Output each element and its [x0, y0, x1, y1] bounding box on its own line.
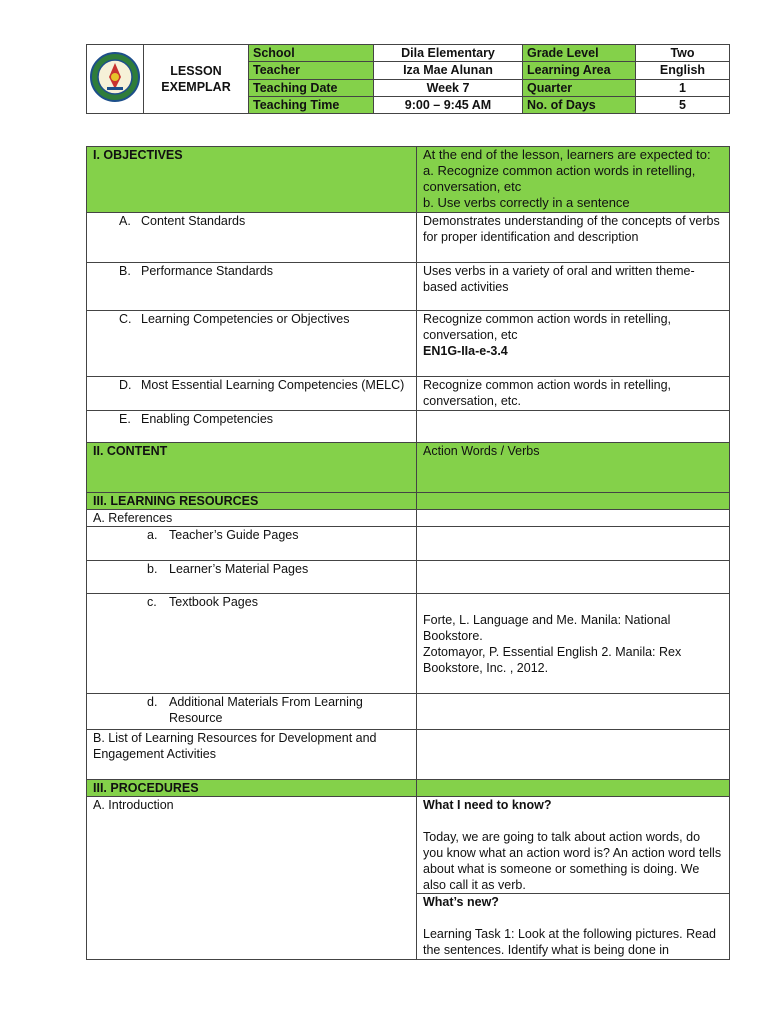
what-i-need-to-know-cell [417, 797, 730, 894]
textbook-pages-label: c. Textbook Pages [87, 594, 417, 694]
objectives-intro-cell: At the end of the lesson, learners are expected to: a. Recognize common action words in retelling, conversation, etc b. Use verbs correctly in a sentence [417, 147, 730, 213]
content-value: Action Words / Verbs [417, 443, 730, 493]
lesson-plan-table [86, 146, 730, 960]
content-heading: II. CONTENT [87, 443, 417, 493]
competencies-label: C. Learning Competencies or Objectives [87, 311, 417, 377]
content-standards-label: A. Content Standards [87, 213, 417, 263]
grade-level-label: Grade Level [523, 45, 636, 62]
quarter-value: 1 [636, 79, 730, 96]
teachers-guide-value [417, 527, 730, 561]
teacher-value: Iza Mae Alunan [374, 62, 523, 79]
school-logo-cell [87, 45, 144, 114]
school-value: Dila Elementary [374, 45, 523, 62]
enabling-competencies-label: E. Enabling Competencies [87, 411, 417, 443]
references-value [417, 510, 730, 527]
additional-materials-label: d. Additional Materials From Learning Resource [87, 694, 417, 730]
whats-new-text: Learning Task 1: Look at the following pictures. Read the sentences. Identify what is being done in [423, 927, 717, 957]
header-table [86, 44, 730, 114]
whats-new-heading: What’s new? [423, 895, 499, 909]
learning-resources-value [417, 493, 730, 510]
teaching-time-value: 9:00 – 9:45 AM [374, 96, 523, 113]
performance-standards-value: Uses verbs in a variety of oral and written theme-based activities [417, 263, 730, 311]
quarter-label: Quarter [523, 79, 636, 96]
textbook-pages-value: Forte, L. Language and Me. Manila: National Bookstore. Zotomayor, P. Essential English 2. Manila: Rex Bookstore, Inc. , 2012. [417, 594, 730, 694]
no-of-days-value: 5 [636, 96, 730, 113]
content-standards-value: Demonstrates understanding of the concepts of verbs for proper identification and description [417, 213, 730, 263]
learners-material-label: b. Learner’s Material Pages [87, 561, 417, 594]
school-seal-icon [89, 47, 141, 107]
school-label: School [249, 45, 374, 62]
teaching-time-label: Teaching Time [249, 96, 374, 113]
resource-list-value [417, 730, 730, 780]
what-i-need-to-know-heading: What I need to know? [423, 798, 552, 812]
learners-material-value [417, 561, 730, 594]
learning-area-label: Learning Area [523, 62, 636, 79]
teacher-label: Teacher [249, 62, 374, 79]
objectives-heading: I. OBJECTIVES [87, 147, 417, 213]
references-label: A. References [87, 510, 417, 527]
learning-area-value: English [636, 62, 730, 79]
competency-code: EN1G-IIa-e-3.4 [423, 344, 508, 358]
melc-label: D. Most Essential Learning Competencies (MELC) [87, 377, 417, 411]
whats-new-cell [417, 894, 730, 960]
performance-standards-label: B. Performance Standards [87, 263, 417, 311]
resource-list-label: B. List of Learning Resources for Development and Engagement Activities [87, 730, 417, 780]
introduction-label: A. Introduction [87, 797, 417, 960]
teaching-date-label: Teaching Date [249, 79, 374, 96]
enabling-competencies-value [417, 411, 730, 443]
additional-materials-value [417, 694, 730, 730]
melc-value: Recognize common action words in retelling, conversation, etc. [417, 377, 730, 411]
competencies-value-cell: Recognize common action words in retelling, conversation, etc EN1G-IIa-e-3.4 [417, 311, 730, 377]
teaching-date-value: Week 7 [374, 79, 523, 96]
teachers-guide-label: a. Teacher’s Guide Pages [87, 527, 417, 561]
what-i-need-to-know-text: Today, we are going to talk about action words, do you know what an action word is? An action word tells about what is someone or something is doing. We also call it as verb. [423, 830, 722, 892]
no-of-days-label: No. of Days [523, 96, 636, 113]
lesson-exemplar-title: LESSON EXEMPLAR [144, 45, 249, 114]
grade-level-value: Two [636, 45, 730, 62]
procedures-heading: III. PROCEDURES [87, 780, 417, 797]
learning-resources-heading: III. LEARNING RESOURCES [87, 493, 417, 510]
procedures-heading-value [417, 780, 730, 797]
